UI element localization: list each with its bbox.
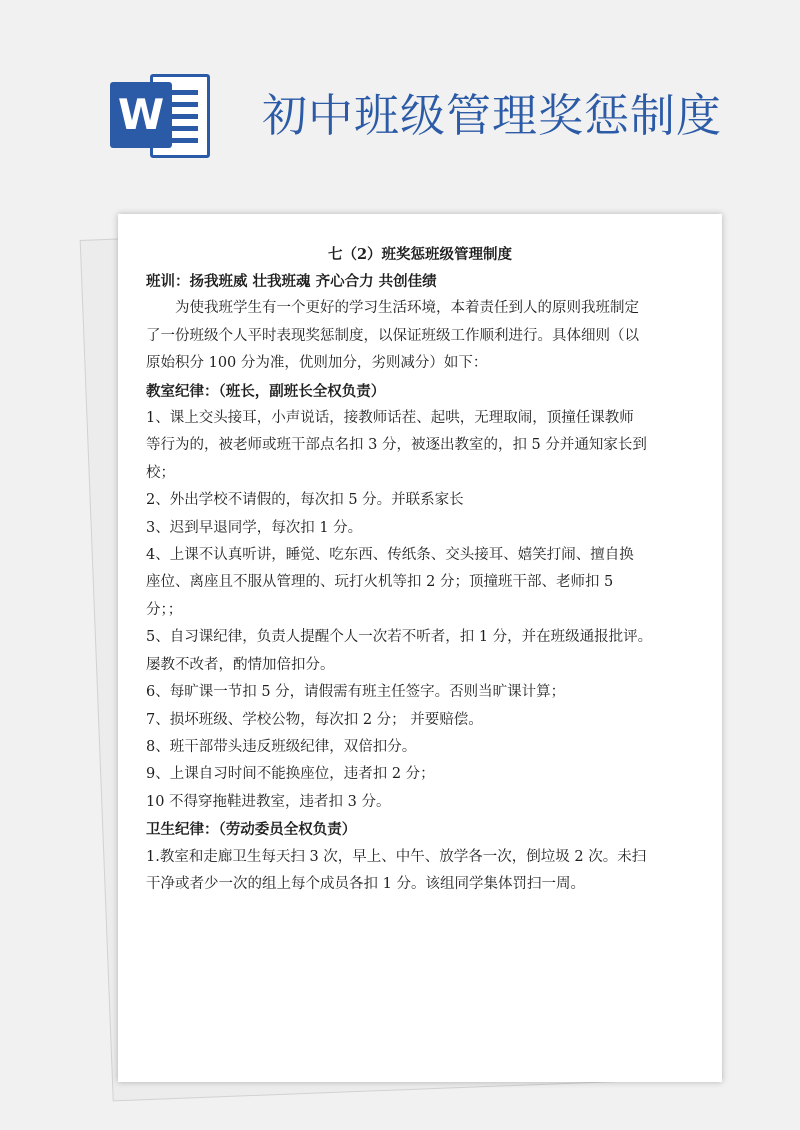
document-line: 5、自习课纪律，负责人提醒个人一次若不听者，扣 1 分，并在班级通报批评。 (146, 629, 653, 646)
document-line: 校； (146, 464, 175, 481)
section-heading: 班训：扬我班威 壮我班魂 齐心合力 共创佳绩 (146, 273, 437, 290)
document-line: 干净或者少一次的组上每个成员各扣 1 分。该组同学集体罚扫一周。 (146, 875, 585, 892)
document-title: 七（2）班奖惩班级管理制度 (327, 246, 513, 263)
banner-title: 初中班级管理奖惩制度 (262, 89, 723, 142)
word-icon-line (168, 114, 198, 119)
document-line: 7、损坏班级、学校公物，每次扣 2 分； 并要赔偿。 (146, 711, 483, 728)
word-icon-line (168, 138, 198, 143)
word-icon-letter: W (110, 82, 172, 148)
word-icon-line (168, 90, 198, 95)
document-line: 8、班干部带头违反班级纪律，双倍扣分。 (146, 738, 417, 755)
document-line: 等行为的，被老师或班干部点名扣 3 分，被逐出教室的，扣 5 分并通知家长到 (146, 437, 647, 454)
document-body (146, 268, 694, 898)
section-heading: 卫生纪律：（劳动委员全权负责） (146, 821, 357, 839)
document-line: 分；； (146, 601, 183, 618)
word-icon (110, 68, 212, 162)
document-line: 座位、离座且不服从管理的、玩打火机等扣 2 分；顶撞班干部、老师扣 5 (146, 574, 614, 591)
document-line: 3、迟到早退同学，每次扣 1 分。 (146, 519, 363, 536)
document-line: 10 不得穿拖鞋进教室，违者扣 3 分。 (146, 793, 391, 810)
document-line: 原始积分 100 分为准，优则加分，劣则减分）如下： (146, 355, 488, 372)
section-heading: 教室纪律：（班长，副班长全权负责） (146, 382, 386, 400)
document-line: 9、上课自习时间不能换座位，违者扣 2 分； (146, 766, 435, 783)
banner (0, 0, 800, 210)
document-line: 2、外出学校不请假的，每次扣 5 分。并联系家长 (146, 492, 464, 509)
document-line: 了一份班级个人平时表现奖惩制度，以保证班级工作顺利进行。具体细则（以 (146, 327, 639, 344)
document-line: 为使我班学生有一个更好的学习生活环境，本着责任到人的原则我班制定 (175, 300, 639, 317)
word-icon-line (168, 126, 198, 131)
word-icon-line (168, 102, 198, 107)
document-page (118, 214, 722, 1082)
document-line: 1、课上交头接耳，小声说话，接教师话茬、起哄，无理取闹，顶撞任课教师 (146, 410, 634, 427)
document-line: 1.教室和走廊卫生每天扫 3 次，早上、中午、放学各一次，倒垃圾 2 次。未扫 (146, 848, 647, 865)
document-line: 屡教不改者，酌情加倍扣分。 (146, 656, 335, 673)
document-line: 6、每旷课一节扣 5 分，请假需有班主任签字。否则当旷课计算； (146, 684, 566, 701)
document-line: 4、上课不认真听讲，睡觉、吃东西、传纸条、交头接耳、嬉笑打闹、擅自换 (146, 547, 634, 564)
